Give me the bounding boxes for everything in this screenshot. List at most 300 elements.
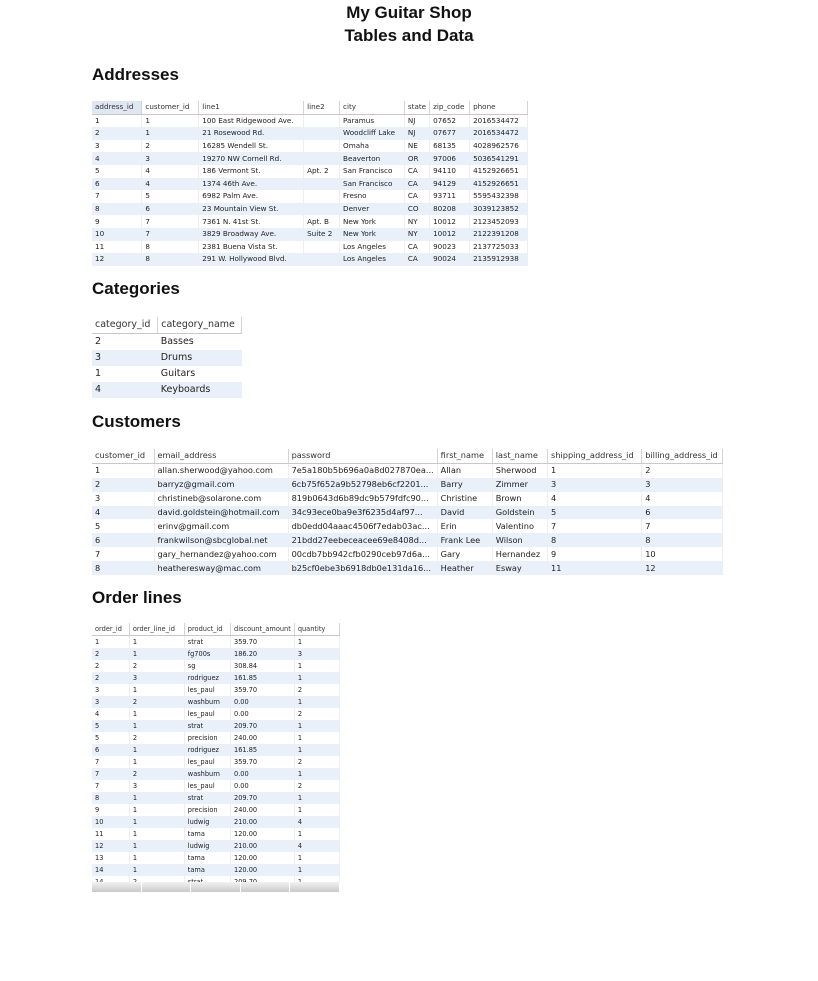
table-cell[interactable] xyxy=(304,253,340,266)
table-row[interactable] xyxy=(92,816,340,828)
table-row[interactable] xyxy=(92,768,340,780)
table-cell[interactable]: 2123452093 xyxy=(470,215,528,228)
table-cell[interactable]: 7 xyxy=(142,228,199,241)
scroll-segment[interactable] xyxy=(241,882,291,892)
table-cell[interactable]: 0.00 xyxy=(231,708,295,720)
table-row[interactable] xyxy=(92,732,340,744)
table-cell[interactable]: 2 xyxy=(129,660,184,672)
table-cell[interactable]: 3 xyxy=(92,350,158,366)
table-cell[interactable]: 7361 N. 41st St. xyxy=(199,215,304,228)
table-cell[interactable]: San Francisco xyxy=(340,178,405,191)
table-cell[interactable]: Fresno xyxy=(340,190,405,203)
table-row[interactable] xyxy=(92,660,340,672)
table-row[interactable] xyxy=(92,792,340,804)
table-cell[interactable]: NJ xyxy=(404,114,429,127)
table-cell[interactable]: 2122391208 xyxy=(470,228,528,241)
table-cell[interactable]: 6 xyxy=(642,506,723,520)
table-cell[interactable]: 1 xyxy=(294,696,339,708)
table-cell[interactable]: Los Angeles xyxy=(340,241,405,254)
table-cell[interactable]: 4152926651 xyxy=(470,178,528,191)
table-cell[interactable]: 6cb75f652a9b52798eb6cf2201... xyxy=(288,478,437,492)
table-cell[interactable]: 2 xyxy=(92,660,129,672)
table-cell[interactable]: 2 xyxy=(92,648,129,660)
table-cell[interactable]: 4 xyxy=(92,708,129,720)
table-cell[interactable]: 8 xyxy=(142,241,199,254)
table-cell[interactable]: 1 xyxy=(129,756,184,768)
table-cell[interactable]: allan.sherwood@yahoo.com xyxy=(154,463,288,477)
table-cell[interactable]: CA xyxy=(404,190,429,203)
column-header[interactable]: phone xyxy=(470,101,528,114)
table-cell[interactable]: 2135912938 xyxy=(470,253,528,266)
table-cell[interactable]: tama xyxy=(184,864,230,876)
table-row[interactable] xyxy=(92,334,242,351)
table-cell[interactable]: erinv@gmail.com xyxy=(154,519,288,533)
column-header[interactable]: address_id xyxy=(92,101,142,114)
table-cell[interactable]: b25cf0ebe3b6918db0e131da16... xyxy=(288,561,437,575)
table-cell[interactable]: 3 xyxy=(92,492,154,506)
table-cell[interactable]: 5 xyxy=(548,506,642,520)
table-cell[interactable]: tama xyxy=(184,828,230,840)
column-header[interactable]: order_line_id xyxy=(129,623,184,636)
table-cell[interactable]: 161.85 xyxy=(231,744,295,756)
table-row[interactable] xyxy=(92,864,340,876)
table-row[interactable] xyxy=(92,140,528,153)
table-cell[interactable]: Apt. 2 xyxy=(304,165,340,178)
table-cell[interactable]: 7 xyxy=(92,756,129,768)
column-header[interactable]: email_address xyxy=(154,449,288,463)
table-cell[interactable]: 1 xyxy=(129,708,184,720)
table-cell[interactable]: 8 xyxy=(642,533,723,547)
table-cell[interactable]: 6 xyxy=(92,533,154,547)
table-row[interactable] xyxy=(92,672,340,684)
table-cell[interactable]: 5036541291 xyxy=(470,152,528,165)
column-header[interactable]: line1 xyxy=(199,101,304,114)
table-cell[interactable]: 1 xyxy=(129,792,184,804)
table-row[interactable] xyxy=(92,804,340,816)
table-row[interactable] xyxy=(92,720,340,732)
table-cell[interactable]: 11 xyxy=(92,241,142,254)
table-cell[interactable]: 2 xyxy=(142,140,199,153)
table-cell[interactable]: washburn xyxy=(184,696,230,708)
column-header[interactable]: state xyxy=(404,101,429,114)
table-cell[interactable]: washburn xyxy=(184,768,230,780)
table-cell[interactable]: 8 xyxy=(92,561,154,575)
table-cell[interactable]: 9 xyxy=(92,804,129,816)
table-cell[interactable]: 07677 xyxy=(430,127,470,140)
table-cell[interactable]: 2 xyxy=(294,684,339,696)
table-cell[interactable]: 209.70 xyxy=(231,792,295,804)
table-cell[interactable]: NJ xyxy=(404,127,429,140)
table-cell[interactable]: CA xyxy=(404,165,429,178)
table-cell[interactable] xyxy=(304,190,340,203)
column-header[interactable]: quantity xyxy=(294,623,339,636)
table-cell[interactable]: 120.00 xyxy=(231,828,295,840)
table-cell[interactable]: 16285 Wendell St. xyxy=(199,140,304,153)
table-cell[interactable]: 11 xyxy=(92,828,129,840)
column-header[interactable]: first_name xyxy=(437,449,492,463)
table-row[interactable] xyxy=(92,478,723,492)
table-cell[interactable]: Christine xyxy=(437,492,492,506)
table-cell[interactable]: 291 W. Hollywood Blvd. xyxy=(199,253,304,266)
table-cell[interactable]: christineb@solarone.com xyxy=(154,492,288,506)
table-cell[interactable]: Goldstein xyxy=(492,506,547,520)
table-row[interactable] xyxy=(92,840,340,852)
table-cell[interactable]: les_paul xyxy=(184,780,230,792)
table-cell[interactable]: 0.00 xyxy=(231,780,295,792)
table-cell[interactable]: Valentino xyxy=(492,519,547,533)
table-cell[interactable]: 90024 xyxy=(430,253,470,266)
table-row[interactable] xyxy=(92,696,340,708)
table-cell[interactable] xyxy=(304,241,340,254)
table-cell[interactable]: 1 xyxy=(294,636,339,649)
table-cell[interactable]: 21bdd27eebeceacee69e8408d... xyxy=(288,533,437,547)
table-row[interactable] xyxy=(92,519,723,533)
column-header[interactable]: password xyxy=(288,449,437,463)
scroll-segment[interactable] xyxy=(142,882,192,892)
table-cell[interactable]: frankwilson@sbcglobal.net xyxy=(154,533,288,547)
table-cell[interactable]: 5 xyxy=(92,732,129,744)
table-row[interactable] xyxy=(92,350,242,366)
column-header[interactable]: discount_amount xyxy=(231,623,295,636)
table-cell[interactable]: 2 xyxy=(294,756,339,768)
table-cell[interactable]: 2 xyxy=(92,672,129,684)
table-cell[interactable]: Allan xyxy=(437,463,492,477)
column-header[interactable]: line2 xyxy=(304,101,340,114)
column-header[interactable]: order_id xyxy=(92,623,129,636)
table-cell[interactable]: Paramus xyxy=(340,114,405,127)
table-cell[interactable]: 34c93ece0ba9e3f6235d4af97... xyxy=(288,506,437,520)
table-cell[interactable]: gary_hernandez@yahoo.com xyxy=(154,547,288,561)
table-cell[interactable]: CO xyxy=(404,203,429,216)
table-cell[interactable]: 80208 xyxy=(430,203,470,216)
table-cell[interactable]: 94129 xyxy=(430,178,470,191)
table-cell[interactable]: David xyxy=(437,506,492,520)
table-cell[interactable]: 12 xyxy=(92,840,129,852)
table-cell[interactable]: 4152926651 xyxy=(470,165,528,178)
table-cell[interactable]: 2 xyxy=(129,732,184,744)
table-cell[interactable]: 10012 xyxy=(430,215,470,228)
table-cell[interactable]: Sherwood xyxy=(492,463,547,477)
table-cell[interactable]: 0.00 xyxy=(231,768,295,780)
table-cell[interactable] xyxy=(304,127,340,140)
table-cell[interactable]: Basses xyxy=(158,334,242,351)
table-cell[interactable]: 1 xyxy=(129,720,184,732)
table-cell[interactable]: 2016534472 xyxy=(470,127,528,140)
table-cell[interactable]: 359.70 xyxy=(231,684,295,696)
table-cell[interactable]: 5595432398 xyxy=(470,190,528,203)
table-cell[interactable]: 3 xyxy=(92,140,142,153)
column-header[interactable]: billing_address_id xyxy=(642,449,723,463)
table-cell[interactable]: 1 xyxy=(294,744,339,756)
table-cell[interactable]: Apt. B xyxy=(304,215,340,228)
table-cell[interactable]: Barry xyxy=(437,478,492,492)
table-cell[interactable]: 21 Rosewood Rd. xyxy=(199,127,304,140)
table-cell[interactable]: 4 xyxy=(142,165,199,178)
table-cell[interactable]: 97006 xyxy=(430,152,470,165)
table-cell[interactable]: 308.84 xyxy=(231,660,295,672)
order-lines-scrollbar[interactable] xyxy=(92,882,340,892)
table-cell[interactable]: 819b0643d6b89dc9b579fdfc90... xyxy=(288,492,437,506)
table-row[interactable] xyxy=(92,241,528,254)
table-cell[interactable]: 12 xyxy=(92,253,142,266)
table-cell[interactable]: 1 xyxy=(129,816,184,828)
table-cell[interactable]: 3 xyxy=(129,780,184,792)
table-cell[interactable]: 1374 46th Ave. xyxy=(199,178,304,191)
table-row[interactable] xyxy=(92,152,528,165)
table-cell[interactable]: 2 xyxy=(129,696,184,708)
table-cell[interactable]: OR xyxy=(404,152,429,165)
table-cell[interactable]: heatheresway@mac.com xyxy=(154,561,288,575)
table-cell[interactable]: 1 xyxy=(129,852,184,864)
table-cell[interactable]: 93711 xyxy=(430,190,470,203)
table-cell[interactable]: 6 xyxy=(92,178,142,191)
table-cell[interactable]: Heather xyxy=(437,561,492,575)
table-row[interactable] xyxy=(92,165,528,178)
table-row[interactable] xyxy=(92,228,528,241)
table-cell[interactable]: 1 xyxy=(129,840,184,852)
table-cell[interactable]: 4 xyxy=(92,382,158,398)
table-cell[interactable]: 10 xyxy=(642,547,723,561)
table-cell[interactable]: 5 xyxy=(142,190,199,203)
table-cell[interactable]: 209.70 xyxy=(231,720,295,732)
table-cell[interactable] xyxy=(304,140,340,153)
table-cell[interactable]: 7 xyxy=(92,547,154,561)
table-cell[interactable]: Esway xyxy=(492,561,547,575)
table-cell[interactable]: 7e5a180b5b696a0a8d027870ea... xyxy=(288,463,437,477)
scroll-segment[interactable] xyxy=(290,882,340,892)
table-row[interactable] xyxy=(92,828,340,840)
table-cell[interactable]: 1 xyxy=(129,636,184,649)
table-cell[interactable] xyxy=(304,114,340,127)
table-cell[interactable]: fg700s xyxy=(184,648,230,660)
table-cell[interactable]: 210.00 xyxy=(231,816,295,828)
table-cell[interactable]: 1 xyxy=(129,828,184,840)
column-header[interactable]: zip_code xyxy=(430,101,470,114)
table-row[interactable] xyxy=(92,178,528,191)
table-cell[interactable]: 23 Mountain View St. xyxy=(199,203,304,216)
table-cell[interactable]: Brown xyxy=(492,492,547,506)
table-cell[interactable]: tama xyxy=(184,852,230,864)
table-row[interactable] xyxy=(92,463,723,477)
table-cell[interactable]: 1 xyxy=(92,463,154,477)
table-cell[interactable]: 1 xyxy=(92,636,129,649)
table-cell[interactable]: 3 xyxy=(129,672,184,684)
table-cell[interactable]: david.goldstein@hotmail.com xyxy=(154,506,288,520)
table-row[interactable] xyxy=(92,506,723,520)
table-cell[interactable]: 7 xyxy=(92,190,142,203)
table-cell[interactable]: 186.20 xyxy=(231,648,295,660)
table-cell[interactable]: 2 xyxy=(642,463,723,477)
table-cell[interactable]: New York xyxy=(340,215,405,228)
table-cell[interactable]: sg xyxy=(184,660,230,672)
table-cell[interactable]: 161.85 xyxy=(231,672,295,684)
table-cell[interactable]: Suite 2 xyxy=(304,228,340,241)
table-cell[interactable]: San Francisco xyxy=(340,165,405,178)
table-cell[interactable]: ludwig xyxy=(184,816,230,828)
table-cell[interactable]: 4028962576 xyxy=(470,140,528,153)
table-row[interactable] xyxy=(92,547,723,561)
scroll-segment[interactable] xyxy=(92,882,142,892)
table-row[interactable] xyxy=(92,708,340,720)
table-cell[interactable]: 4 xyxy=(142,178,199,191)
table-cell[interactable]: 1 xyxy=(294,672,339,684)
table-cell[interactable]: 1 xyxy=(129,648,184,660)
table-cell[interactable]: Drums xyxy=(158,350,242,366)
table-cell[interactable]: 1 xyxy=(142,127,199,140)
table-cell[interactable]: 90023 xyxy=(430,241,470,254)
table-cell[interactable]: 359.70 xyxy=(231,756,295,768)
table-cell[interactable]: 10012 xyxy=(430,228,470,241)
table-row[interactable] xyxy=(92,382,242,398)
table-cell[interactable]: 6982 Palm Ave. xyxy=(199,190,304,203)
table-cell[interactable]: 2 xyxy=(294,708,339,720)
table-cell[interactable]: 2137725033 xyxy=(470,241,528,254)
table-row[interactable] xyxy=(92,215,528,228)
table-cell[interactable]: CA xyxy=(404,178,429,191)
table-cell[interactable]: 1 xyxy=(129,864,184,876)
table-cell[interactable]: 359.70 xyxy=(231,636,295,649)
table-cell[interactable]: 120.00 xyxy=(231,864,295,876)
table-cell[interactable]: 7 xyxy=(92,780,129,792)
table-cell[interactable]: Wilson xyxy=(492,533,547,547)
table-row[interactable] xyxy=(92,533,723,547)
table-cell[interactable]: 1 xyxy=(294,720,339,732)
table-cell[interactable]: Woodcliff Lake xyxy=(340,127,405,140)
table-cell[interactable]: Zimmer xyxy=(492,478,547,492)
table-cell[interactable]: 1 xyxy=(129,684,184,696)
table-cell[interactable]: 4 xyxy=(642,492,723,506)
table-cell[interactable]: 186 Vermont St. xyxy=(199,165,304,178)
table-cell[interactable]: 1 xyxy=(142,114,199,127)
table-cell[interactable]: 8 xyxy=(92,203,142,216)
column-header[interactable]: category_name xyxy=(158,317,242,334)
table-cell[interactable]: Frank Lee xyxy=(437,533,492,547)
table-row[interactable] xyxy=(92,114,528,127)
table-cell[interactable]: 1 xyxy=(294,768,339,780)
table-cell[interactable]: 3 xyxy=(92,696,129,708)
table-cell[interactable]: strat xyxy=(184,636,230,649)
table-row[interactable] xyxy=(92,190,528,203)
table-cell[interactable]: Omaha xyxy=(340,140,405,153)
table-cell[interactable]: rodriguez xyxy=(184,744,230,756)
table-cell[interactable]: 6 xyxy=(142,203,199,216)
table-cell[interactable]: 2 xyxy=(129,768,184,780)
table-cell[interactable]: Beaverton xyxy=(340,152,405,165)
table-cell[interactable]: 210.00 xyxy=(231,840,295,852)
table-cell[interactable]: 0.00 xyxy=(231,696,295,708)
table-cell[interactable]: NY xyxy=(404,228,429,241)
table-row[interactable] xyxy=(92,756,340,768)
table-cell[interactable]: 3 xyxy=(294,648,339,660)
table-cell[interactable]: CA xyxy=(404,253,429,266)
table-cell[interactable]: Gary xyxy=(437,547,492,561)
table-cell[interactable]: barryz@gmail.com xyxy=(154,478,288,492)
table-cell[interactable]: New York xyxy=(340,228,405,241)
column-header[interactable]: customer_id xyxy=(142,101,199,114)
table-cell[interactable]: Erin xyxy=(437,519,492,533)
table-cell[interactable]: 2381 Buena Vista St. xyxy=(199,241,304,254)
table-cell[interactable]: db0edd04aaac4506f7edab03ac... xyxy=(288,519,437,533)
table-cell[interactable]: 240.00 xyxy=(231,804,295,816)
table-cell[interactable]: 3 xyxy=(548,478,642,492)
table-cell[interactable]: 1 xyxy=(294,804,339,816)
table-cell[interactable]: 19270 NW Cornell Rd. xyxy=(199,152,304,165)
scroll-segment[interactable] xyxy=(191,882,241,892)
table-cell[interactable]: 11 xyxy=(548,561,642,575)
table-cell[interactable]: 1 xyxy=(294,792,339,804)
table-row[interactable] xyxy=(92,366,242,382)
table-cell[interactable]: 68135 xyxy=(430,140,470,153)
table-cell[interactable] xyxy=(304,203,340,216)
table-cell[interactable]: 94110 xyxy=(430,165,470,178)
table-row[interactable] xyxy=(92,684,340,696)
table-row[interactable] xyxy=(92,492,723,506)
table-cell[interactable]: 7 xyxy=(92,768,129,780)
table-cell[interactable]: 1 xyxy=(294,660,339,672)
table-cell[interactable]: Denver xyxy=(340,203,405,216)
table-cell[interactable]: 8 xyxy=(92,792,129,804)
table-cell[interactable]: 4 xyxy=(294,816,339,828)
table-cell[interactable]: 3039123852 xyxy=(470,203,528,216)
table-row[interactable] xyxy=(92,648,340,660)
table-cell[interactable]: CA xyxy=(404,241,429,254)
table-cell[interactable]: 4 xyxy=(92,152,142,165)
table-row[interactable] xyxy=(92,636,340,649)
table-cell[interactable]: 2 xyxy=(92,478,154,492)
table-cell[interactable]: 100 East Ridgewood Ave. xyxy=(199,114,304,127)
table-cell[interactable]: 10 xyxy=(92,816,129,828)
table-cell[interactable]: 7 xyxy=(642,519,723,533)
table-row[interactable] xyxy=(92,203,528,216)
table-row[interactable] xyxy=(92,127,528,140)
column-header[interactable]: city xyxy=(340,101,405,114)
table-cell[interactable]: Keyboards xyxy=(158,382,242,398)
table-cell[interactable]: 2 xyxy=(92,334,158,351)
table-cell[interactable]: les_paul xyxy=(184,756,230,768)
table-cell[interactable]: 9 xyxy=(548,547,642,561)
column-header[interactable]: last_name xyxy=(492,449,547,463)
table-cell[interactable]: 14 xyxy=(92,864,129,876)
table-cell[interactable]: strat xyxy=(184,720,230,732)
table-cell[interactable]: Hernandez xyxy=(492,547,547,561)
table-cell[interactable]: 5 xyxy=(92,720,129,732)
table-cell[interactable]: precision xyxy=(184,804,230,816)
table-cell[interactable]: 240.00 xyxy=(231,732,295,744)
table-cell[interactable]: 6 xyxy=(92,744,129,756)
table-cell[interactable]: 2 xyxy=(294,780,339,792)
table-cell[interactable]: NE xyxy=(404,140,429,153)
table-cell[interactable]: precision xyxy=(184,732,230,744)
table-cell[interactable]: Los Angeles xyxy=(340,253,405,266)
table-cell[interactable]: 1 xyxy=(294,852,339,864)
table-cell[interactable]: rodriguez xyxy=(184,672,230,684)
table-cell[interactable]: 1 xyxy=(129,744,184,756)
column-header[interactable]: shipping_address_id xyxy=(548,449,642,463)
table-cell[interactable] xyxy=(304,152,340,165)
table-cell[interactable]: 3 xyxy=(142,152,199,165)
table-cell[interactable]: 5 xyxy=(92,165,142,178)
table-cell[interactable]: 3829 Broadway Ave. xyxy=(199,228,304,241)
table-cell[interactable]: les_paul xyxy=(184,708,230,720)
table-cell[interactable]: 9 xyxy=(92,215,142,228)
table-cell[interactable]: 07652 xyxy=(430,114,470,127)
table-cell[interactable]: 1 xyxy=(92,366,158,382)
column-header[interactable]: customer_id xyxy=(92,449,154,463)
table-cell[interactable]: 3 xyxy=(642,478,723,492)
table-cell[interactable]: 1 xyxy=(294,732,339,744)
table-cell[interactable]: 4 xyxy=(92,506,154,520)
table-cell[interactable]: Guitars xyxy=(158,366,242,382)
